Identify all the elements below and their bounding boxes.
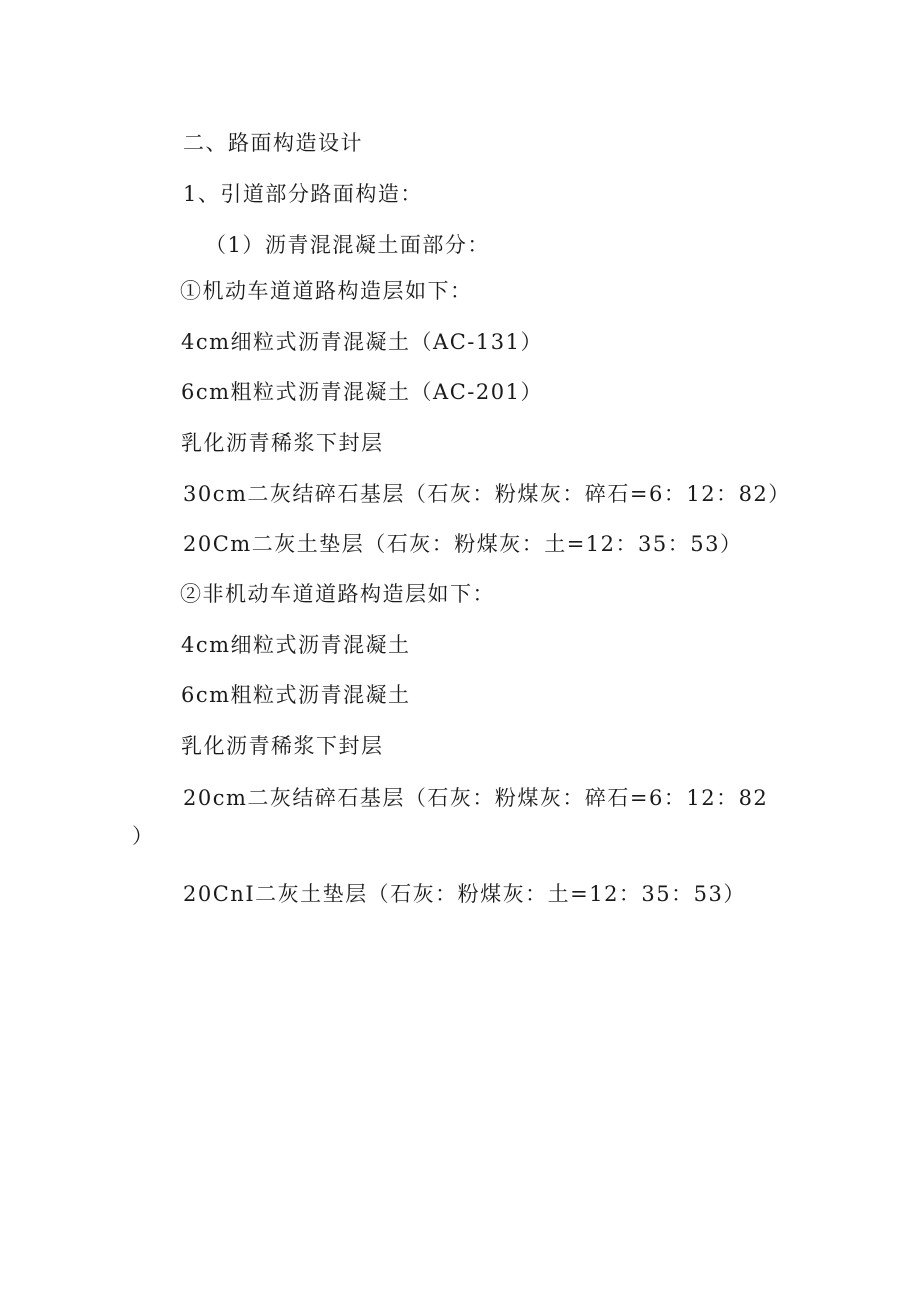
motor-lane-layer-3: 乳化沥青稀浆下封层: [181, 431, 384, 455]
subsection-item-heading: （1）沥青混混凝土面部分：: [205, 233, 490, 257]
subsection-heading: 1、引道部分路面构造：: [183, 182, 423, 206]
non-motor-lane-heading: ②非机动车道道路构造层如下：: [180, 582, 495, 606]
non-motor-lane-layer-5: 20CnI二灰土垫层（石灰：粉煤灰：土=12：35：53）: [183, 882, 746, 906]
non-motor-lane-layer-4: 20cm二灰结碎石基层（石灰：粉煤灰：碎石=6：12：82: [183, 786, 769, 810]
non-motor-lane-layer-4-end: ）: [132, 824, 155, 848]
motor-lane-heading: ①机动车道道路构造层如下：: [180, 279, 473, 303]
motor-lane-layer-1: 4cm细粒式沥青混凝土（AC-131）: [181, 330, 543, 354]
motor-lane-layer-4: 30cm二灰结碎石基层（石灰：粉煤灰：碎石=6：12：82）: [183, 482, 791, 506]
non-motor-lane-layer-3: 乳化沥青稀浆下封层: [181, 734, 384, 758]
non-motor-lane-layer-1: 4cm细粒式沥青混凝土: [181, 633, 411, 657]
non-motor-lane-layer-2: 6cm粗粒式沥青混凝土: [181, 683, 411, 707]
motor-lane-layer-5: 20Cm二灰土垫层（石灰：粉煤灰：土=12：35：53）: [183, 532, 743, 556]
section-heading: 二、路面构造设计: [183, 131, 363, 155]
motor-lane-layer-2: 6cm粗粒式沥青混凝土（AC-201）: [181, 380, 543, 404]
